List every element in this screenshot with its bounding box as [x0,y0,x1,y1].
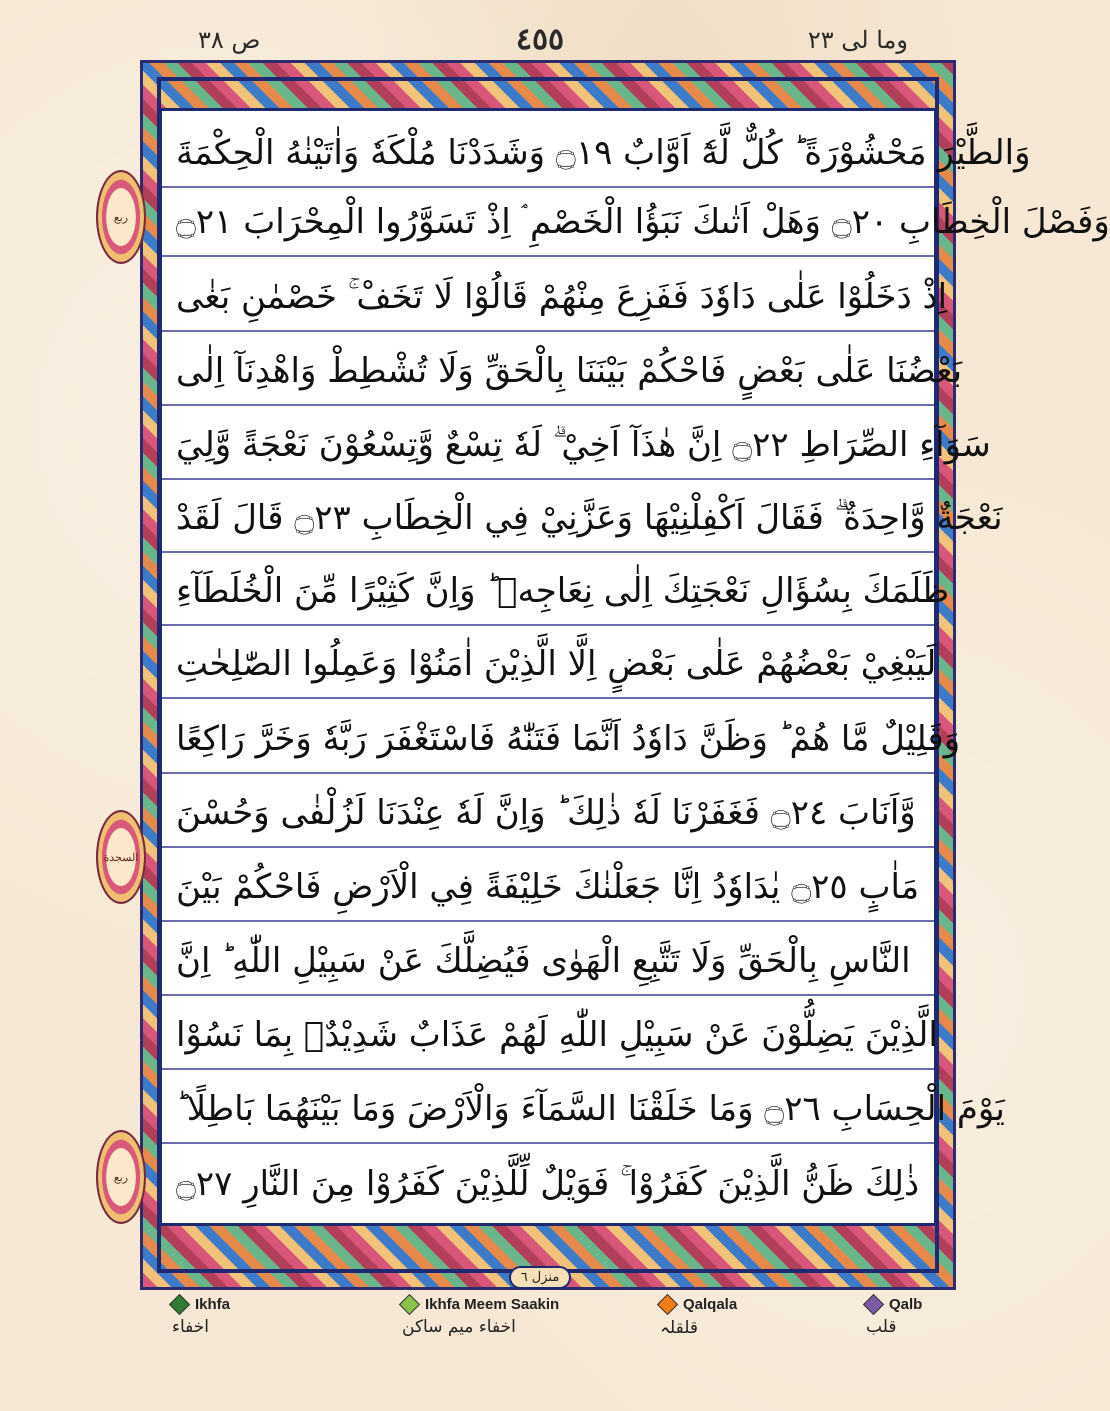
verse-line [162,119,1031,188]
verse-text: وَقَلِيْلٌ مَّا هُمْ ؕ وَظَنَّ دَاوٗدُ اَنَّمَا فَتَنّٰهُ فَاسْتَغْفَرَ رَبَّهٗ وَخَرَّ رَاكِعًا [176,718,961,759]
sajdah-marker-label: السجدة [103,850,139,864]
legend-label: Ikhfa Meem Saakin [425,1296,560,1313]
page-number: ٤٥٥ [515,22,565,57]
verse-line [162,630,937,699]
verse-line [162,337,963,406]
diamond-icon [169,1294,190,1315]
juz-header: وما لى ٢٣ [807,26,908,54]
quran-text-area [159,108,1110,1226]
verse-line [162,853,934,922]
legend-urdu-label: قلب [866,1317,897,1337]
verse-text: وَالطَّيْرَ مَحْشُوْرَةً ؕ كُلٌّ لَّهٗٓ اَوَّابٌ ۝١٩ وَشَدَدْنَا مُلْكَهٗ وَاٰتَيْنٰهُ الْحِكْمَةَ [176,133,1031,173]
verse-line [162,188,1110,257]
manzil-indicator [0,1266,1080,1289]
verse-text: ذٰلِكَ ظَنُّ الَّذِيْنَ كَفَرُوْا ۚ فَوَيْلٌ لِّلَّذِيْنَ كَفَرُوْا مِنَ النَّارِ ۝٢٧ [176,1164,920,1204]
verse-text: بَعْضُنَا عَلٰى بَعْضٍ فَاحْكُمْ بَيْنَنَا بِالْحَقِّ وَلَا تُشْطِطْ وَاهْدِنَآ اِلٰى [176,350,963,391]
verse-text: وَفَصْلَ الْخِطَابِ ۝٢٠ وَهَلْ اَتٰىكَ نَبَؤُا الْخَصْمِ ۘ اِذْ تَسَوَّرُوا الْمِحْرَابَ ۝٢١ [176,202,1110,242]
verse-text: سَوَآءِ الصِّرَاطِ ۝٢٢ اِنَّ هٰذَآ اَخِيْ ۗ لَهٗ تِسْعٌ وَّتِسْعُوْنَ نَعْجَةً وَّلِيَ [176,425,991,465]
legend-item-qalqala [660,1296,737,1338]
verse-line [162,557,950,626]
verse-line [162,411,991,480]
rub-marker-icon [96,170,146,264]
legend-item-ikhfa-meem-saakin [402,1296,559,1337]
legend-urdu-label: اخفاء [172,1317,210,1337]
verse-line [162,1075,1005,1144]
verse-text: اِذْ دَخَلُوْا عَلٰى دَاوٗدَ فَفَزِعَ مِنْهُمْ قَالُوْا لَا تَخَفْ ۚ خَصْمٰنِ بَغٰى [176,276,948,317]
legend-label: Qalb [889,1296,923,1313]
verse-text: مَاٰبٍ ۝٢٥ يٰدَاوٗدُ اِنَّا جَعَلْنٰكَ خَلِيْفَةً فِي الْاَرْضِ فَاحْكُمْ بَيْنَ [176,867,920,907]
verse-line [162,705,961,774]
diamond-icon [863,1294,884,1315]
verse-text: النَّاسِ بِالْحَقِّ وَلَا تَتَّبِعِ الْهَوٰى فَيُضِلَّكَ عَنْ سَبِيْلِ اللّٰهِ ؕ اِنَّ [176,940,911,981]
verse-text: الَّذِيْنَ يَضِلُّوْنَ عَنْ سَبِيْلِ اللّٰهِ لَهُمْ عَذَابٌ شَدِيْدٌۢ بِمَا نَسُوْا [176,1014,938,1055]
verse-text: لَيَبْغِيْ بَعْضُهُمْ عَلٰى بَعْضٍ اِلَّا الَّذِيْنَ اٰمَنُوْا وَعَمِلُوا الصّٰلِحٰتِ [176,643,937,684]
legend-item-qalb [866,1296,922,1337]
verse-text: وَّاَنَابَ ۝٢٤ فَغَفَرْنَا لَهٗ ذٰلِكَ ؕ وَاِنَّ لَهٗ عِنْدَنَا لَزُلْفٰى وَحُسْنَ [176,793,916,833]
verse-text: نَعْجَةٌ وَّاحِدَةٌ ۗ فَقَالَ اَكْفِلْنِيْهَا وَعَزَّنِيْ فِي الْخِطَابِ ۝٢٣ قَالَ لَقَدْ [176,498,1003,538]
verse-text: يَوْمَ الْحِسَابِ ۝٢٦ وَمَا خَلَقْنَا السَّمَآءَ وَالْاَرْضَ وَمَا بَيْنَهُمَا بَاطِلًا ؕ [176,1089,1005,1129]
legend-label: Qalqala [683,1296,738,1313]
surah-header: ص ٣٨ [198,26,261,54]
legend-item-ikhfa [172,1296,230,1337]
verse-line [162,779,934,848]
sajdah-marker-icon [96,810,146,904]
verse-line [162,927,934,996]
rub-marker-label: ربع [113,210,129,224]
rub-marker-label: ربع [113,1170,129,1184]
legend-label: Ikhfa [195,1296,231,1313]
verse-text: ظَلَمَكَ بِسُؤَالِ نَعْجَتِكَ اِلٰى نِعَاجِهٖ ؕ وَاِنَّ كَثِيْرًا مِّنَ الْخُلَطَآءِ [176,570,950,611]
rub-marker-icon [96,1130,146,1224]
verse-line [162,1149,934,1218]
legend-urdu-label: اخفاء میم ساکن [402,1317,516,1337]
diamond-icon [399,1294,420,1315]
manzil-badge: منزل ٦ [509,1266,572,1289]
verse-line [162,263,948,332]
verse-line [162,1001,938,1070]
legend-urdu-label: قلقلہ [660,1318,698,1338]
diamond-icon [657,1294,678,1315]
verse-line [162,484,1003,553]
